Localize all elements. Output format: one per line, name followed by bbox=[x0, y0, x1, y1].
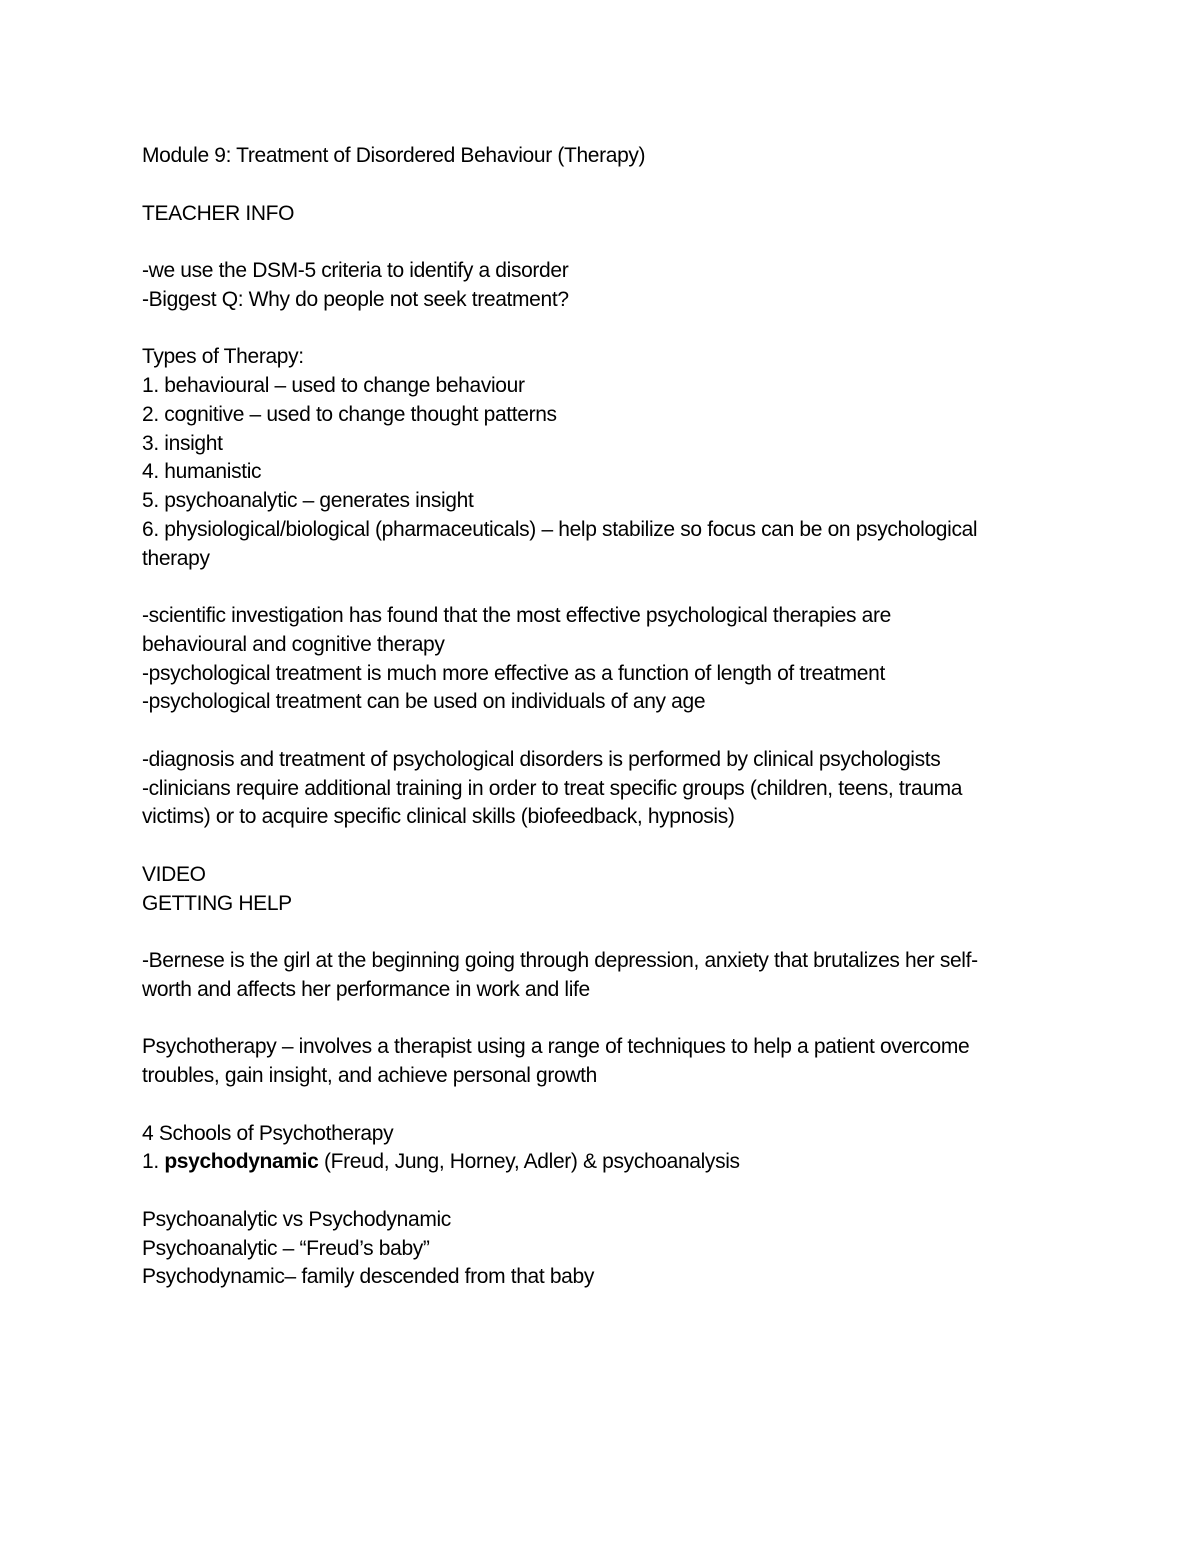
therapy-type-item: 4. humanistic bbox=[142, 460, 262, 484]
therapy-type-item: 2. cognitive – used to change thought patterns bbox=[142, 402, 557, 426]
bernese-line: -Bernese is the girl at the beginning going through depression, anxiety that brutalizes her self- bbox=[142, 949, 978, 972]
clinician-line: -diagnosis and treatment of psychological disorders is performed by clinical psychologists bbox=[142, 747, 941, 771]
clinician-line: victims) or to acquire specific clinical skills (biofeedback, hypnosis) bbox=[142, 805, 735, 829]
spacer bbox=[142, 573, 1052, 602]
spacer bbox=[142, 171, 1052, 200]
clinician-line: -clinicians require additional training in order to treat specific groups (children, teens, trauma bbox=[142, 776, 963, 800]
finding-line: -scientific investigation has found that the most effective psychological therapies are bbox=[142, 604, 891, 627]
school-item bbox=[142, 1148, 1052, 1177]
therapy-type-item-continued: therapy bbox=[142, 546, 210, 570]
page-title: Module 9: Treatment of Disordered Behaviour (Therapy) bbox=[142, 144, 646, 167]
therapy-type-item: 6. physiological/biological (pharmaceuticals) – help stabilize so focus can be on psychological bbox=[142, 517, 978, 541]
finding-line: -psychological treatment is much more effective as a function of length of treatment bbox=[142, 661, 885, 685]
teacher-info-heading: TEACHER INFO bbox=[142, 201, 295, 225]
video-heading: VIDEO bbox=[142, 862, 206, 886]
therapy-type-item: 5. psychoanalytic – generates insight bbox=[142, 489, 474, 512]
therapy-type-item: 1. behavioural – used to change behaviour bbox=[142, 374, 525, 397]
spacer bbox=[142, 1177, 1052, 1206]
psychotherapy-definition: troubles, gain insight, and achieve personal growth bbox=[142, 1064, 597, 1087]
school-term: psychodynamic bbox=[164, 1150, 319, 1174]
psychotherapy-definition: Psychotherapy – involves a therapist using a range of techniques to help a patient overcome bbox=[142, 1035, 970, 1059]
therapy-type-item: 3. insight bbox=[142, 431, 223, 455]
spacer bbox=[142, 832, 1052, 861]
spacer bbox=[142, 315, 1052, 344]
bernese-line: worth and affects her performance in work and life bbox=[142, 977, 590, 1001]
comparison-line: Psychoanalytic – “Freud’s baby” bbox=[142, 1236, 430, 1260]
document-body bbox=[142, 142, 1052, 1292]
finding-line: -psychological treatment can be used on individuals of any age bbox=[142, 690, 706, 714]
spacer bbox=[142, 717, 1052, 746]
comparison-line: Psychodynamic– family descended from that baby bbox=[142, 1265, 594, 1289]
school-number: 1. bbox=[142, 1150, 165, 1174]
teacher-note: -Biggest Q: Why do people not seek treatment? bbox=[142, 287, 569, 311]
types-heading: Types of Therapy: bbox=[142, 345, 304, 369]
spacer bbox=[142, 1005, 1052, 1034]
teacher-note: -we use the DSM-5 criteria to identify a disorder bbox=[142, 259, 569, 282]
spacer bbox=[142, 228, 1052, 257]
school-description: (Freud, Jung, Horney, Adler) & psychoanalysis bbox=[318, 1150, 740, 1174]
spacer bbox=[142, 1091, 1052, 1120]
schools-heading: 4 Schools of Psychotherapy bbox=[142, 1121, 394, 1145]
comparison-line: Psychoanalytic vs Psychodynamic bbox=[142, 1207, 451, 1231]
finding-line: behavioural and cognitive therapy bbox=[142, 632, 445, 656]
video-subheading: GETTING HELP bbox=[142, 891, 292, 915]
spacer bbox=[142, 918, 1052, 947]
